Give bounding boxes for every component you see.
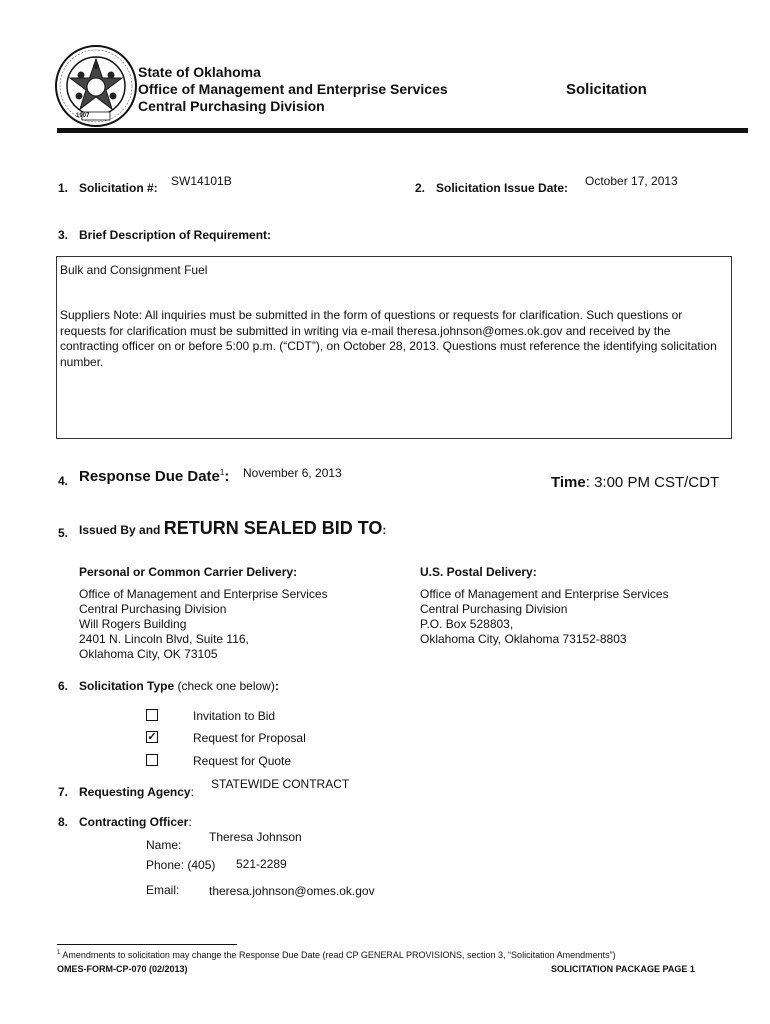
suppliers-note: Suppliers Note: All inquiries must be submitted in the form of questions or requests for clarification. Such questions or requests for clarification must be submitted in writing via e-mail theresa.johnson@omes.ok.gov and received by the contracting officer on or before 5:00 p.m. (“CDT”), on October 28, 2013. Questions must reference the identifying solicitation number. (60, 308, 717, 369)
officer-name-label: Name: (146, 838, 182, 852)
issued-by-text: Issued By and (79, 523, 164, 537)
requesting-agency-text: Requesting Agency (79, 785, 191, 799)
contracting-officer-label (79, 815, 192, 829)
field-2-number: 2. (415, 181, 426, 195)
solicitation-type-text: Solicitation Type (79, 679, 175, 693)
option-request-for-quote: Request for Quote (193, 754, 292, 768)
footnote-text: Amendments to solicitation may change the Response Due Date (read CP GENERAL PROVISIONS, section 3, “Solicitation Amendments”) (60, 950, 616, 960)
header-office: Office of Management and Enterprise Services (138, 81, 448, 97)
address-line: Will Rogers Building (79, 617, 187, 631)
solicitation-type-hint: (check one below) (174, 679, 275, 693)
response-time (551, 474, 719, 491)
address-line: Office of Management and Enterprise Services (79, 587, 328, 601)
time-label: Time (551, 474, 586, 491)
footnote-divider (57, 944, 237, 945)
field-5-number: 5. (58, 526, 69, 540)
footnote (57, 950, 616, 960)
option-invitation-to-bid: Invitation to Bid (193, 709, 276, 723)
issued-by-label (79, 518, 386, 539)
footnote-number: 1 (57, 950, 61, 956)
field-4-number: 4. (58, 474, 69, 488)
description-label: Brief Description of Requirement: (79, 228, 272, 242)
checkbox-request-for-quote[interactable] (146, 754, 158, 766)
state-seal-icon (54, 44, 138, 128)
officer-email-label: Email: (146, 883, 180, 897)
solicitation-number-value: SW14101B (171, 174, 232, 188)
checkbox-request-for-proposal[interactable]: ✓ (147, 731, 157, 743)
address-line: Office of Management and Enterprise Services (420, 587, 669, 601)
personal-delivery-heading: Personal or Common Carrier Delivery: (79, 565, 298, 579)
description-box (56, 256, 732, 439)
field-7-number: 7. (58, 785, 69, 799)
address-line: P.O. Box 528803, (420, 617, 514, 631)
form-id: OMES-FORM-CP-070 (02/2013) (57, 964, 188, 974)
field-1-number: 1. (58, 181, 69, 195)
contracting-officer-text: Contracting Officer (79, 815, 189, 829)
time-value: : 3:00 PM CST/CDT (585, 474, 720, 491)
requesting-agency-value: STATEWIDE CONTRACT (211, 777, 350, 791)
return-sealed-bid-text: RETURN SEALED BID TO (163, 518, 383, 538)
officer-phone-label: Phone: (405) (146, 858, 216, 872)
solicitation-number-label: Solicitation #: (79, 181, 158, 195)
response-due-value: November 6, 2013 (243, 466, 342, 480)
checkbox-invitation-to-bid[interactable] (146, 709, 158, 721)
field-3-number: 3. (58, 228, 69, 242)
header-state: State of Oklahoma (138, 64, 261, 80)
address-line: Oklahoma City, Oklahoma 73152-8803 (420, 632, 627, 646)
field-8-number: 8. (58, 815, 69, 829)
page-title: Solicitation (566, 81, 647, 98)
officer-phone-value: 521-2289 (236, 857, 287, 871)
issue-date-label: Solicitation Issue Date: (436, 181, 569, 195)
response-due-text: Response Due Date (79, 468, 220, 485)
requesting-agency-label (79, 785, 194, 799)
postal-delivery-address (420, 587, 669, 647)
seal-year: 1907 (76, 113, 90, 119)
header-divider (57, 128, 748, 133)
option-request-for-proposal: Request for Proposal (193, 731, 306, 745)
address-line: Central Purchasing Division (79, 602, 227, 616)
issue-date-value: October 17, 2013 (585, 174, 678, 188)
officer-email-value: theresa.johnson@omes.ok.gov (209, 884, 375, 898)
description-title: Bulk and Consignment Fuel (60, 263, 208, 277)
postal-delivery-heading: U.S. Postal Delivery: (420, 565, 537, 579)
contracting-officer-colon: : (188, 815, 192, 829)
response-due-colon: : (224, 468, 230, 485)
header-division: Central Purchasing Division (138, 98, 325, 114)
solicitation-type-label (79, 679, 279, 693)
personal-delivery-address (79, 587, 328, 662)
solicitation-type-colon: : (274, 679, 279, 693)
field-6-number: 6. (58, 679, 69, 693)
address-line: 2401 N. Lincoln Blvd, Suite 116, (79, 632, 249, 646)
issued-by-colon: : (382, 523, 387, 537)
response-due-label (79, 468, 229, 485)
officer-name-value: Theresa Johnson (209, 830, 302, 844)
address-line: Oklahoma City, OK 73105 (79, 647, 218, 661)
address-line: Central Purchasing Division (420, 602, 568, 616)
page-label: SOLICITATION PACKAGE PAGE 1 (551, 964, 695, 974)
footnote-ref: 1 (219, 468, 225, 477)
requesting-agency-colon: : (190, 785, 194, 799)
